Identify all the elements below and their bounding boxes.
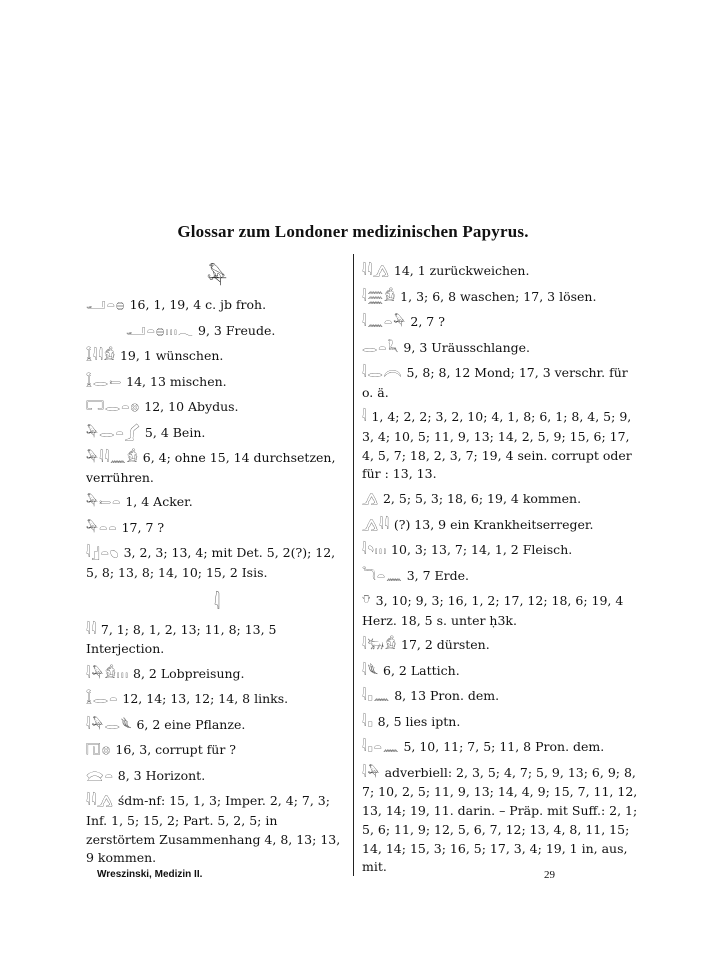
glossary-entry: [86, 690, 348, 710]
glossary-entry: [86, 792, 348, 868]
hieroglyph-group: 𓉔𓊖: [86, 743, 112, 759]
entry-text: 8, 3 Horizont.: [117, 767, 206, 783]
glossary-entry: [362, 713, 638, 733]
entry-text: (?) 13, 9 ein Krankheitserreger.: [393, 516, 594, 532]
entry-text: 6, 2 eine Pflanze.: [136, 716, 246, 732]
hieroglyph-group: 𓆼𓂋𓏏: [86, 692, 119, 708]
hieroglyph-group: 𓇋𓆰: [362, 663, 380, 679]
entry-text: 8, 13 Pron. dem.: [394, 688, 500, 704]
hieroglyph-group: 𓇋𓅆𓂋𓆰: [86, 717, 133, 733]
hieroglyph-group: 𓇋𓅆: [362, 765, 381, 781]
hieroglyph-group: 𓇋𓃒𓀁: [362, 638, 398, 654]
glossary-entry: [362, 364, 638, 402]
glossary-entry: [86, 519, 348, 539]
hieroglyph-group: 𓉐𓂋𓏏𓊖: [86, 400, 141, 415]
entry-text: 1, 4; 2, 2; 3, 2, 10; 4, 1, 8; 6, 1; 8, 4, 5; 9, 3, 4; 10, 5; 11, 9, 13; 14, 2, 5, 9; 15, 6; 17, 4, 5, 7; 18, 2, 3, 7; 19, 4 sein. corrupt oder für : 13, 13.: [362, 409, 632, 482]
footer-author: Wreszinski, Medizin II.: [97, 869, 203, 880]
hieroglyph-group: 𓅆𓍿𓏏: [86, 495, 122, 511]
entry-text: 2, 5; 5, 3; 18, 6; 19, 4 kommen.: [382, 491, 582, 506]
entry-text: 6, 4; ohne 15, 14 durchsetzen, verrühren.: [86, 450, 336, 485]
hieroglyph-group: 𓇋𓄹𓏥: [362, 543, 388, 558]
entry-text: 1, 3; 6, 8 waschen; 17, 3 lösen.: [400, 288, 597, 304]
hieroglyph-group: 𓂝𓏏𓐍𓏥𓂃: [126, 323, 195, 339]
entry-text: 9, 3 Uräusschlange.: [403, 339, 531, 355]
hieroglyph-group: 𓅆𓇋𓇋𓈖𓀁: [86, 451, 139, 466]
entry-text: 8, 5 lies iptn.: [377, 713, 461, 729]
hieroglyph-group: 𓇋𓂋𓇹: [362, 366, 403, 381]
hieroglyph-group: 𓆓𓏏𓈖: [362, 568, 403, 584]
entry-text: 5, 10, 11; 7, 5; 11, 8 Pron. dem.: [403, 739, 605, 755]
hieroglyph-group: 𓆼𓂋𓍿: [86, 374, 123, 390]
left-column: [86, 262, 348, 874]
hieroglyph-group: 𓄣: [362, 594, 372, 609]
entry-text: 5, 8; 8, 12 Mond; 17, 3 verschr. für o. ä.: [362, 365, 628, 400]
entry-text: 14, 13 mischen.: [126, 373, 227, 389]
section-sign-vulture: 𓅆: [206, 266, 228, 291]
glossary-entry: [362, 764, 638, 877]
glossary-entry: [362, 738, 638, 758]
glossary-entry: [362, 490, 638, 510]
glossary-entry: [362, 339, 638, 359]
glossary-entry: [86, 296, 348, 316]
hieroglyph-group: 𓅆𓂋𓏏𓂾: [86, 425, 141, 441]
glossary-entry: [362, 262, 638, 282]
entry-text: 12, 10 Abydus.: [144, 399, 239, 414]
right-column: [362, 262, 638, 883]
hieroglyph-group: 𓇋𓇋𓂻: [86, 794, 114, 810]
entry-text: 3, 2, 3; 13, 4; mit Det. 5, 2(?); 12, 5, 8; 13, 8; 14, 10; 15, 2 Isis.: [86, 545, 336, 580]
hieroglyph-group: 𓂋𓏏𓆗: [362, 340, 400, 356]
glossary-entry: [362, 313, 638, 333]
glossary-entry: [86, 424, 348, 444]
glossary-entry: [86, 373, 348, 393]
glossary-entry: [86, 621, 348, 659]
hieroglyph-group: 𓇋𓇋𓂻: [362, 264, 390, 279]
glossary-entry: [86, 449, 348, 487]
hieroglyph-group: 𓅆𓏏𓏏: [86, 520, 118, 536]
entry-text: 17, 7 ?: [121, 519, 165, 535]
hieroglyph-group: 𓂻𓇋𓇋: [362, 517, 390, 533]
glossary-entry: [362, 592, 638, 630]
glossary-entry: [86, 716, 348, 736]
hieroglyph-group: 𓈍𓏏: [86, 768, 114, 784]
glossary-entry: [86, 493, 348, 513]
entry-text: 16, 1, 19, 4 c. jb froh.: [129, 297, 267, 312]
hieroglyph-group: 𓇋: [362, 410, 368, 426]
hieroglyph-group: 𓇋𓇋: [86, 622, 97, 638]
hieroglyph-group: 𓇋𓅆𓀁𓏥: [86, 666, 130, 682]
glossary-entry: [86, 398, 348, 418]
glossary-entry: [86, 322, 348, 342]
glossary-entry: [86, 544, 348, 582]
hieroglyph-group: 𓇋𓊨𓏏𓆇: [86, 546, 120, 562]
section-sign-reed: 𓇋: [213, 592, 221, 614]
hieroglyph-group: 𓆼𓇋𓇋𓀁: [86, 349, 116, 364]
glossary-entry: [362, 567, 638, 587]
page-number: 29: [544, 869, 555, 881]
glossary-entry: [362, 288, 638, 308]
entry-text: 5, 4 Bein.: [144, 424, 206, 440]
hieroglyph-group: 𓂝𓏏𓐍: [86, 298, 126, 313]
glossary-entry: [86, 767, 348, 787]
entry-text: 6, 2 Lattich.: [383, 662, 460, 678]
entry-text: 12, 14; 13, 12; 14, 8 links.: [122, 691, 289, 707]
glossary-entry: [362, 408, 638, 484]
entry-text: 3, 7 Erde.: [406, 567, 469, 583]
hieroglyph-group: 𓇋𓈗𓀁: [362, 289, 397, 305]
glossary-entry: [362, 687, 638, 707]
glossary-entry: [86, 665, 348, 685]
hieroglyph-group: 𓇋𓈖𓏏𓅆: [362, 315, 407, 330]
hieroglyph-group: 𓇋𓊪: [362, 714, 374, 730]
glossary-entry: [362, 662, 638, 682]
entry-text: adverbiell: 2, 3, 5; 4, 7; 5, 9, 13; 6, 9; 8, 7; 10, 2, 5; 11, 9, 13; 14, 4, 9; 15, 7, 11, 12, 13, 14; 19, 11. darin. – Präp. mit Suff.: 2, 1; 5, 6; 11, 9; 12, 5, 6, 7, 12; 13, 4, 8, 11, 15; 14, 14; 15, 3; 16, 5; 17, 3, 4; 19, 1 in, aus, mit.: [362, 764, 638, 875]
entry-text: 16, 3, corrupt für ?: [115, 742, 237, 758]
glossary-entry: [362, 636, 638, 656]
hieroglyph-group: 𓇋𓊪𓈖: [362, 689, 391, 705]
glossary-entry: [362, 541, 638, 561]
entry-text: 2, 7 ?: [410, 314, 445, 329]
entry-text: śdm-nf: 15, 1, 3; Imper. 2, 4; 7, 3; Inf. 1, 5; 15, 2; Part. 5, 2, 5; in zerstörtem Zusammenhang 4, 8, 13; 13, 9 kommen.: [86, 793, 341, 866]
entry-text: 9, 3 Freude.: [198, 322, 276, 338]
glossary-entry: [86, 741, 348, 761]
entry-text: 10, 3; 13, 7; 14, 1, 2 Fleisch.: [391, 542, 573, 557]
column-divider: [353, 254, 354, 876]
entry-text: 3, 10; 9, 3; 16, 1, 2; 17, 12; 18, 6; 19, 4 Herz. 18, 5 s. unter ḥ3k.: [362, 593, 624, 628]
glossary-entry: [362, 516, 638, 536]
page-title: Glossar zum Londoner medizinischen Papyrus.: [177, 222, 529, 241]
glossary-entry: [86, 347, 348, 367]
entry-text: 7, 1; 8, 1, 2, 13; 11, 8; 13, 5 Interjection.: [86, 621, 277, 656]
entry-text: 14, 1 zurückweichen.: [393, 263, 530, 278]
entry-text: 8, 2 Lobpreisung.: [133, 665, 245, 681]
entry-text: 1, 4 Acker.: [125, 494, 193, 510]
hieroglyph-group: 𓂻: [362, 492, 379, 507]
entry-text: 17, 2 dürsten.: [401, 637, 490, 653]
entry-text: 19, 1 wünschen.: [119, 348, 224, 363]
hieroglyph-group: 𓇋𓊪𓏏𓈖: [362, 740, 400, 756]
